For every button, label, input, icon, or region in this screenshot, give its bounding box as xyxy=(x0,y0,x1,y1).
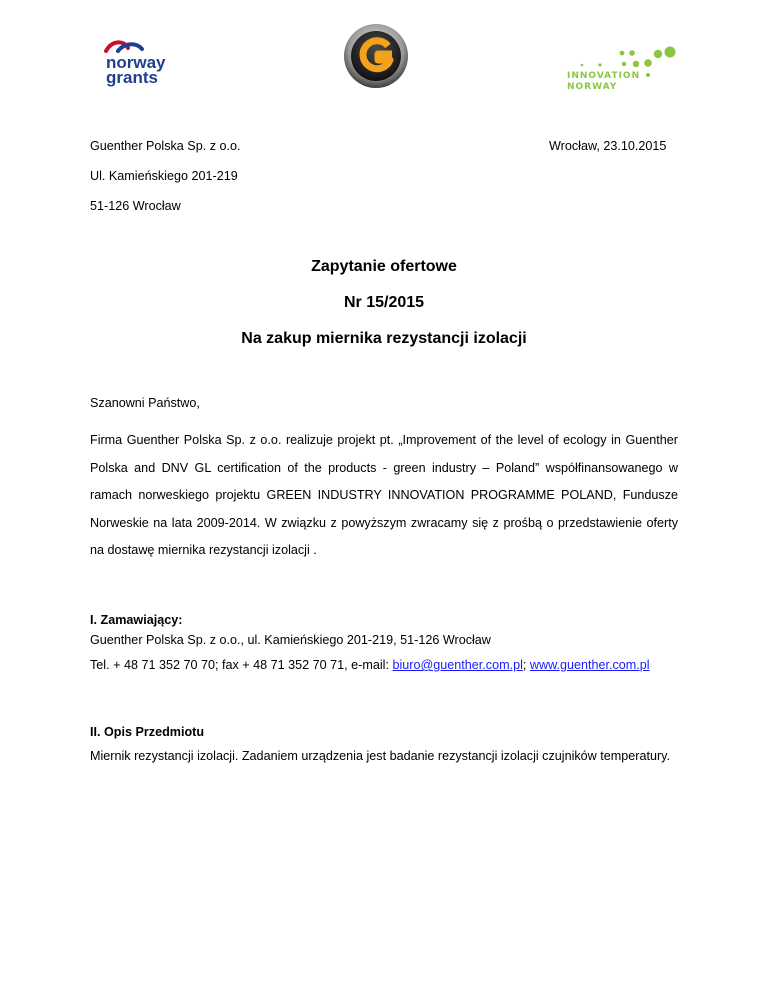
norway-grants-line2: grants xyxy=(106,68,158,87)
sender-city: 51-126 Wrocław xyxy=(90,199,181,213)
section2-body: Miernik rezystancji izolacji. Zadaniem urządzenia jest badanie rezystancji izolacji czujników temperatury. xyxy=(90,749,671,763)
norway-grants-line1: norway xyxy=(106,53,166,72)
innovation-norway-line1: INNOVATION xyxy=(567,71,641,81)
intro-paragraph: Firma Guenther Polska Sp. z o.o. realizuje projekt pt. „Improvement of the level of ecology in Guenther Polska and DNV GL certification of the products - green industry – Poland” współfinansowanego w ramach norweskiego projektu GREEN INDUSTRY INNOVATION PROGRAMME POLAND, Fundusze Norweskie na lata 2009-2014. W związku z powyższym zwracamy się z prośbą o przedstawienie oferty na dostawę miernika rezystancji izolacji . xyxy=(90,433,678,557)
sender-street: Ul. Kamieńskiego 201-219 xyxy=(90,169,238,183)
greeting: Szanowni Państwo, xyxy=(90,396,200,410)
contact-phone-fax: Tel. + 48 71 352 70 70; fax + 48 71 352 70 71, e-mail: xyxy=(90,658,393,672)
website-link[interactable]: www.guenther.com.pl xyxy=(529,658,650,672)
norway-grants-swoosh-icon xyxy=(102,38,152,54)
document-title: Zapytanie ofertowe xyxy=(311,258,457,275)
section1-address: Guenther Polska Sp. z o.o., ul. Kamieńskiego 201-219, 51-126 Wrocław xyxy=(90,633,491,647)
innovation-norway-logo xyxy=(566,44,678,92)
guenther-logo xyxy=(342,22,410,90)
innovation-bullet-icon xyxy=(646,73,650,77)
section2-heading: II. Opis Przedmiotu xyxy=(90,725,205,739)
innovation-norway-line2: NORWAY xyxy=(567,82,618,92)
norway-grants-logo xyxy=(100,38,180,90)
section1-heading: I. Zamawiający: xyxy=(90,613,183,627)
section1-contact xyxy=(90,657,650,673)
place-date: Wrocław, 23.10.2015 xyxy=(549,139,667,153)
document-number: Nr 15/2015 xyxy=(343,294,425,311)
contact-separator: ; xyxy=(522,658,530,672)
document-subject: Na zakup miernika rezystancji izolacji xyxy=(241,330,527,347)
email-link[interactable]: biuro@guenther.com.pl xyxy=(392,658,523,672)
innovation-dots-icon xyxy=(566,44,678,72)
sender-company: Guenther Polska Sp. z o.o. xyxy=(90,139,241,153)
